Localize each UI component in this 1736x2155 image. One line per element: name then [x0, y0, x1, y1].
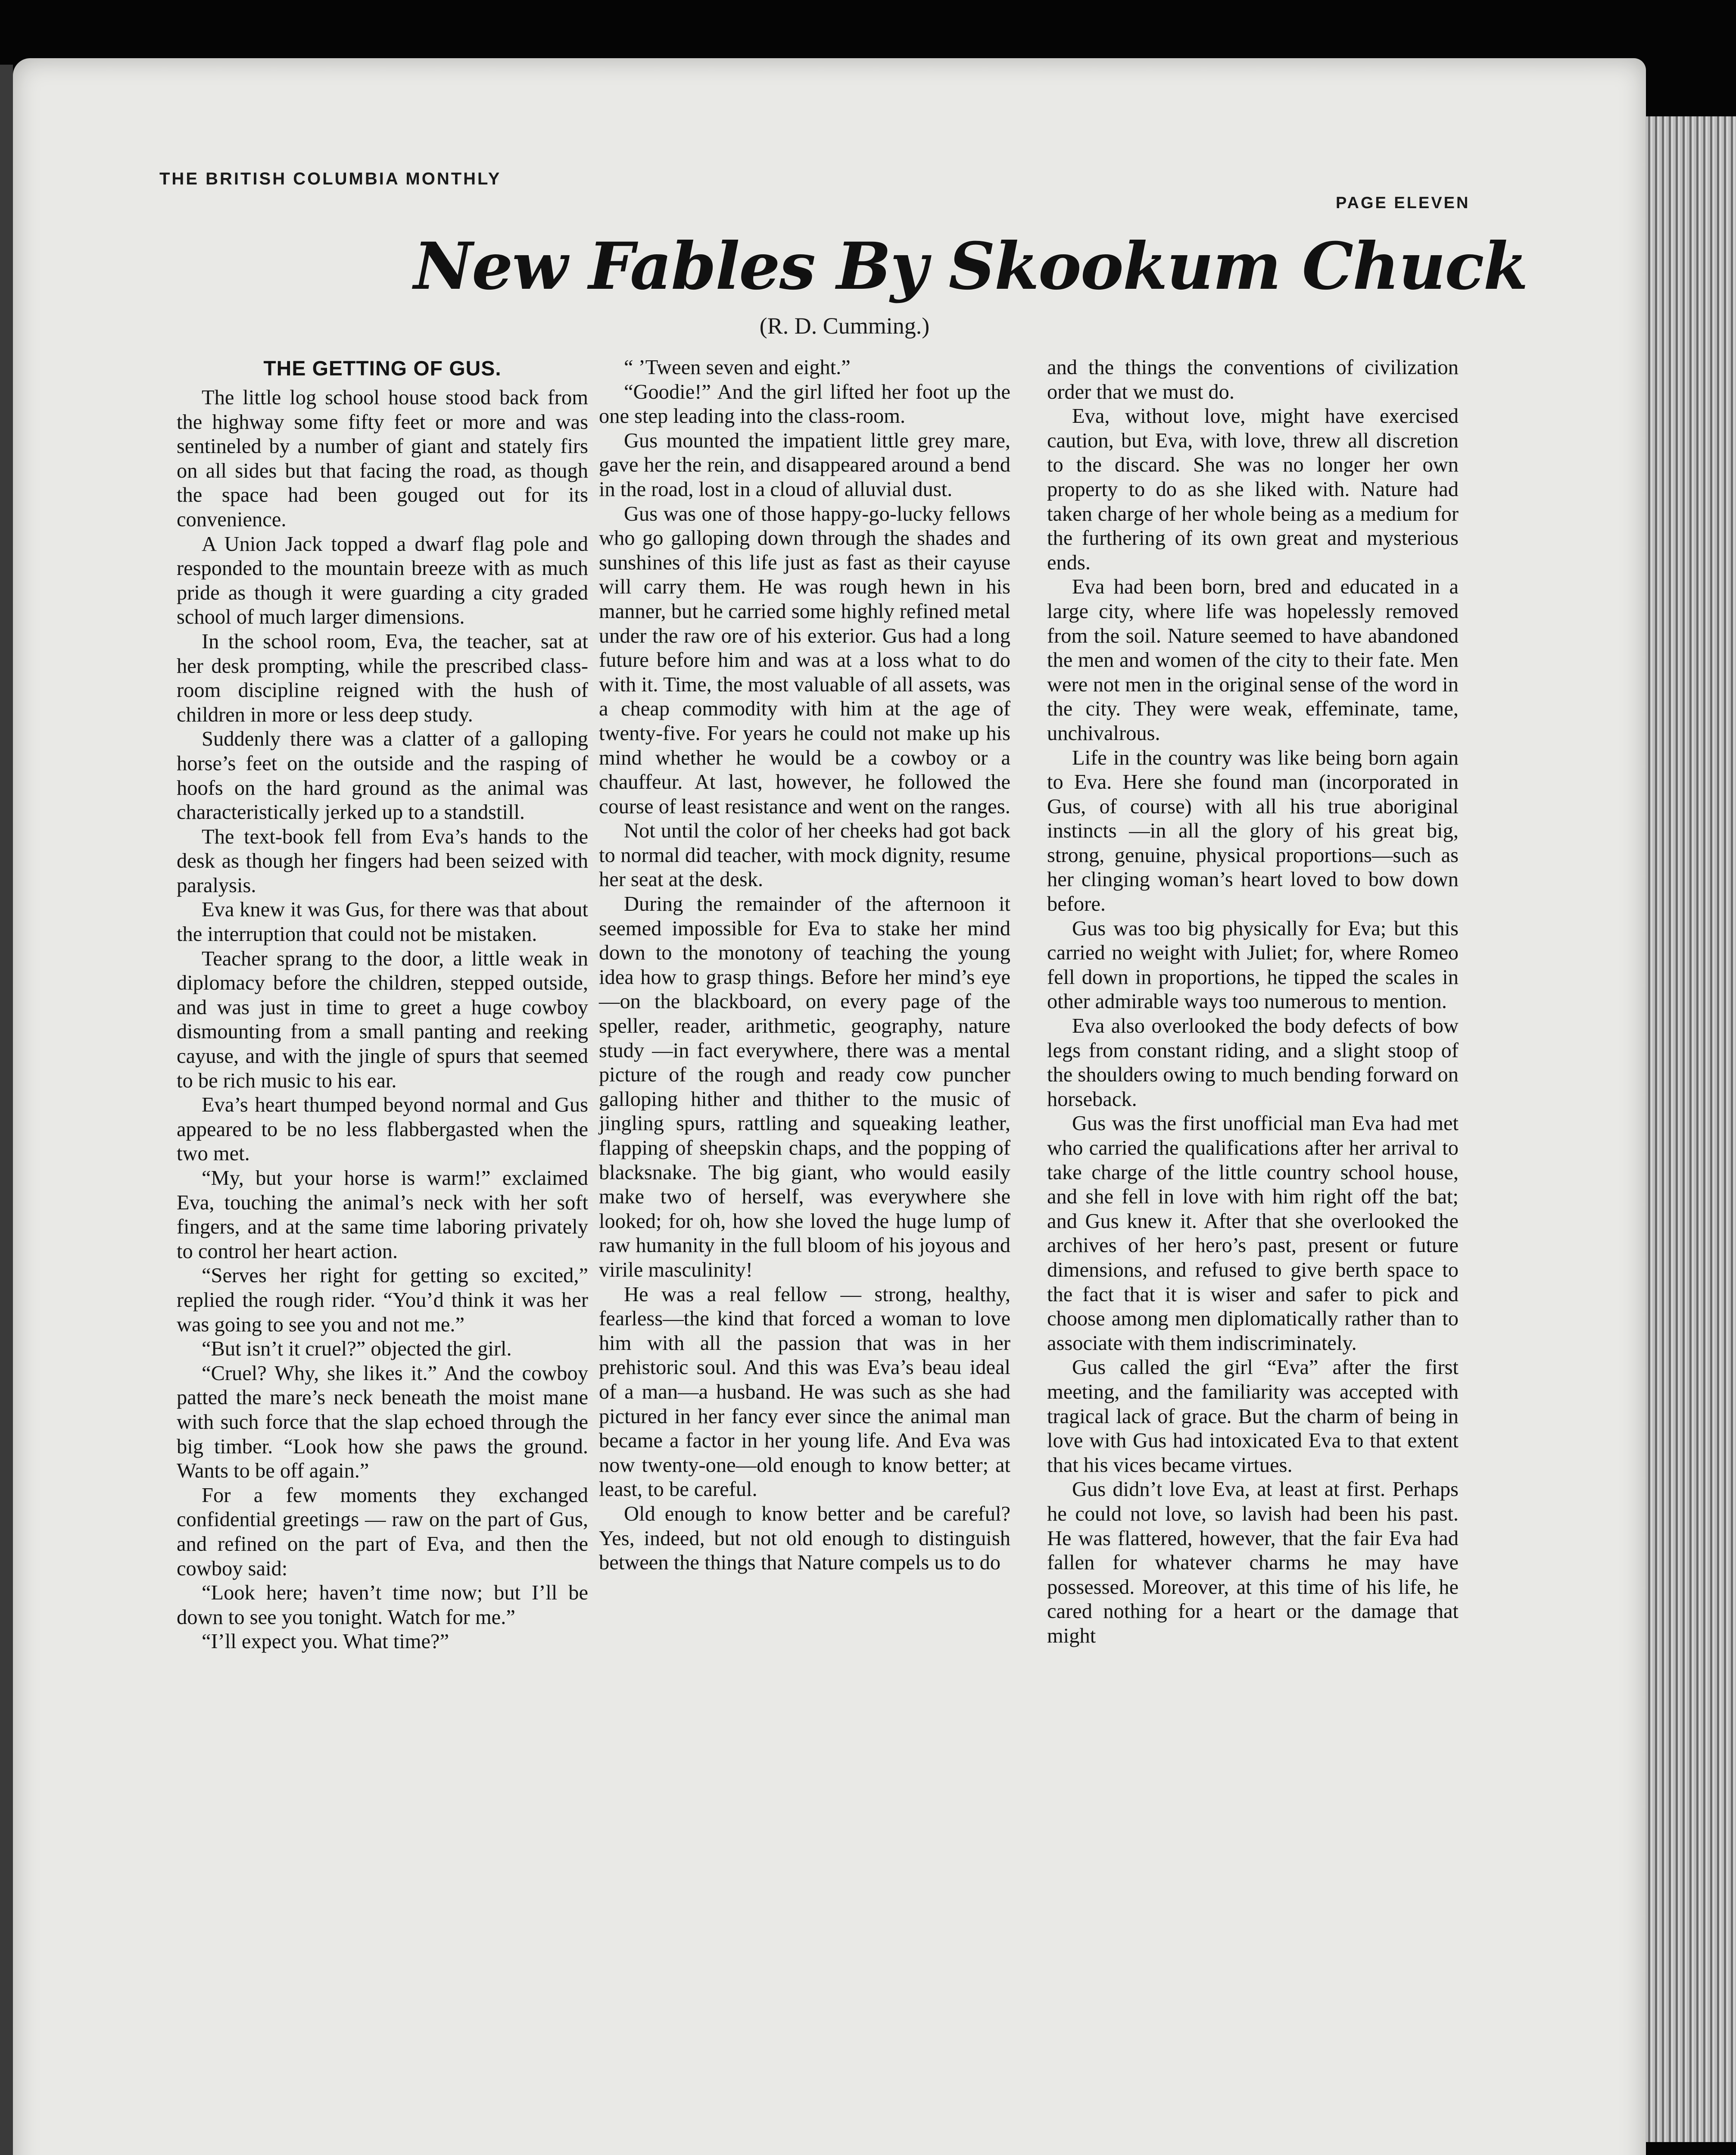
paragraph: Eva also overlooked the body defects of bow legs from constant riding, and a slight stoop of the shoulders owing to much bending forward on horseback. — [1047, 1015, 1459, 1111]
paragraph: “But isn’t it cruel?” objected the girl. — [202, 1337, 512, 1361]
paragraph: “Goodie!” And the girl lifted her foot up the one step leading into the class-room. — [599, 380, 1010, 428]
article-byline: (R. D. Cumming.) — [759, 313, 930, 339]
paragraph: For a few moments they exchanged confidential greetings — raw on the part of Gus, and refined on the part of Eva, and then the cowboy said: — [177, 1484, 588, 1580]
paragraph: “Look here; haven’t time now; but I’ll be down to see you tonight. Watch for me.” — [177, 1581, 588, 1629]
text-column-2 — [599, 356, 1010, 1575]
paragraph: During the remainder of the afternoon it seemed impossible for Eva to stake her mind down to the monotony of teaching the young idea how to grasp things. Before her mind’s eye—on the blackboard, on every page of the speller, reader, arithmetic, geography, nature study —in fact everywhere, there was a mental picture of the rough and ready cow puncher galloping hither and thither to the music of jingling spurs, rattling and squeaking leather, flapping of sheepskin chaps, and the popping of blacksnake. The big giant, who would easily make two of herself, was everywhere she looked; for oh, how she loved the huge lump of raw humanity in the full bloom of his joyous and virile masculinity! — [599, 893, 1010, 1281]
page-stack-edges — [1646, 116, 1736, 2142]
text-column-3 — [1047, 356, 1459, 1648]
paragraph-continued: and the things the conventions of civilization order that we must do. — [1047, 356, 1459, 403]
paragraph: In the school room, Eva, the teacher, sat at her desk prompting, while the prescribed class-room discipline reigned with the hush of children in more or less deep study. — [177, 630, 588, 726]
paragraph: The text-book fell from Eva’s hands to the desk as though her fingers had been seized with paralysis. — [177, 825, 588, 897]
paragraph: “I’ll expect you. What time?” — [202, 1630, 449, 1653]
paragraph: Gus mounted the impatient little grey mare, gave her the rein, and disappeared around a bend in the road, lost in a cloud of alluvial dust. — [599, 429, 1010, 501]
running-header-page-number: PAGE ELEVEN — [1336, 194, 1470, 212]
facing-page-edge — [0, 65, 13, 2155]
paragraph: Old enough to know better and be careful? Yes, indeed, but not old enough to distinguish between the things that Nature compels us to do — [599, 1502, 1010, 1574]
paragraph: Gus didn’t love Eva, at least at first. Perhaps he could not love, so lavish had been his past. He was flattered, however, that the fair Eva had fallen for whatever charms he may have possessed. Moreover, at this time of his life, he cared nothing for a heart or the damage that might — [1047, 1478, 1459, 1647]
paragraph: “Cruel? Why, she likes it.” And the cowboy patted the mare’s neck beneath the moist mane with such force that the slap echoed through the big timber. “Look how she paws the ground. Wants to be off again.” — [177, 1362, 588, 1483]
paragraph: Eva’s heart thumped beyond normal and Gus appeared to be no less flabbergasted when the two met. — [177, 1093, 588, 1165]
paragraph: A Union Jack topped a dwarf flag pole and responded to the mountain breeze with as much pride as though it were guarding a city graded school of much larger dimensions. — [177, 532, 588, 629]
paragraph: Eva knew it was Gus, for there was that about the interruption that could not be mistaken. — [177, 898, 588, 946]
paragraph: Eva had been born, bred and educated in a large city, where life was hopelessly removed from the soil. Nature seemed to have abandoned the men and women of the city to their fate. Men were not men in the original sense of the word in the city. They were weak, effeminate, tame, unchivalrous. — [1047, 575, 1459, 745]
paragraph: Suddenly there was a clatter of a galloping horse’s feet on the outside and the rasping of hoofs on the hard ground as the animal was characteristically jerked up to a standstill. — [177, 728, 588, 824]
paragraph: Gus was one of those happy-go-lucky fellows who go galloping down through the shades and sunshines of this life just as fast as their cayuse will carry them. He was rough hewn in his manner, but he carried some highly refined metal under the raw ore of his exterior. Gus had a long future before him and was at a loss what to do with it. Time, the most valuable of all assets, was a cheap commodity with him at the age of twenty-five. For years he could not make up his mind whether he would be a cowboy or a chauffeur. At last, however, he followed the course of least resistance and went on the ranges. — [599, 502, 1010, 818]
paragraph: Gus was too big physically for Eva; but this carried no weight with Juliet; for, where Romeo fell down in proportions, he tipped the scales in other admirable ways too numerous to mention. — [1047, 917, 1459, 1013]
paragraph: “ ’Tween seven and eight.” — [624, 356, 851, 379]
paragraph: Teacher sprang to the door, a little weak in diplomacy before the children, stepped outside, and was just in time to greet a huge cowboy dismounting from a small panting and reeking cayuse, and with the jingle of spurs that seemed to be rich music to his ear. — [177, 947, 588, 1092]
paragraph: Eva, without love, might have exercised caution, but Eva, with love, threw all discretion to the discard. She was no longer her own property to do as she liked with. Nature had taken charge of her whole being as a medium for the furthering of its own great and mysterious ends. — [1047, 405, 1459, 574]
paragraph: “Serves her right for getting so excited,” replied the rough rider. “You’d think it was her was going to see you and not me.” — [177, 1264, 588, 1336]
article-subheading: THE GETTING OF GUS. — [263, 357, 502, 380]
paragraph: Gus was the first unofficial man Eva had met who carried the qualifications after her arrival to take charge of the little country school house, and she fell in love with him right off the bat; and Gus knew it. After that she overlooked the archives of her hero’s past, present or future dimensions, and refused to give berth space to the fact that it is wiser and safer to pick and choose among men diplomatically rather than to associate with them indiscriminately. — [1047, 1112, 1459, 1355]
paragraph: “My, but your horse is warm!” exclaimed Eva, touching the animal’s neck with her soft fingers, and at the same time laboring privately to control her heart action. — [177, 1167, 588, 1263]
article-title: New Fables By Skookum Chuck — [414, 228, 1527, 304]
paragraph: He was a real fellow — strong, healthy, fearless—the kind that forced a woman to love him with all the passion that was in her prehistoric soul. And this was Eva’s beau ideal of a man—a husband. He was such as she had pictured in her fancy ever since the animal man became a factor in her young life. And Eva was now twenty-one—old enough to know better; at least, to be careful. — [599, 1283, 1010, 1501]
text-column-1 — [177, 356, 588, 1654]
paragraph: Life in the country was like being born again to Eva. Here she found man (incorporated in Gus, of course) with all his true aboriginal instincts —in all the glory of his great big, strong, genuine, physical proportions—such as her clinging woman’s heart loved to bow down before. — [1047, 746, 1459, 916]
paragraph: The little log school house stood back from the highway some fifty feet or more and was sentineled by a number of giant and stately firs on all sides but that facing the road, as though the space had been gouged out for its convenience. — [177, 386, 588, 531]
paragraph: Not until the color of her cheeks had got back to normal did teacher, with mock dignity, resume her seat at the desk. — [599, 819, 1010, 891]
paragraph: Gus called the girl “Eva” after the first meeting, and the familiarity was accepted with tragical lack of grace. But the charm of being in love with Gus had intoxicated Eva to that extent that his vices became virtues. — [1047, 1356, 1459, 1477]
running-header-publication: THE BRITISH COLUMBIA MONTHLY — [159, 169, 502, 188]
